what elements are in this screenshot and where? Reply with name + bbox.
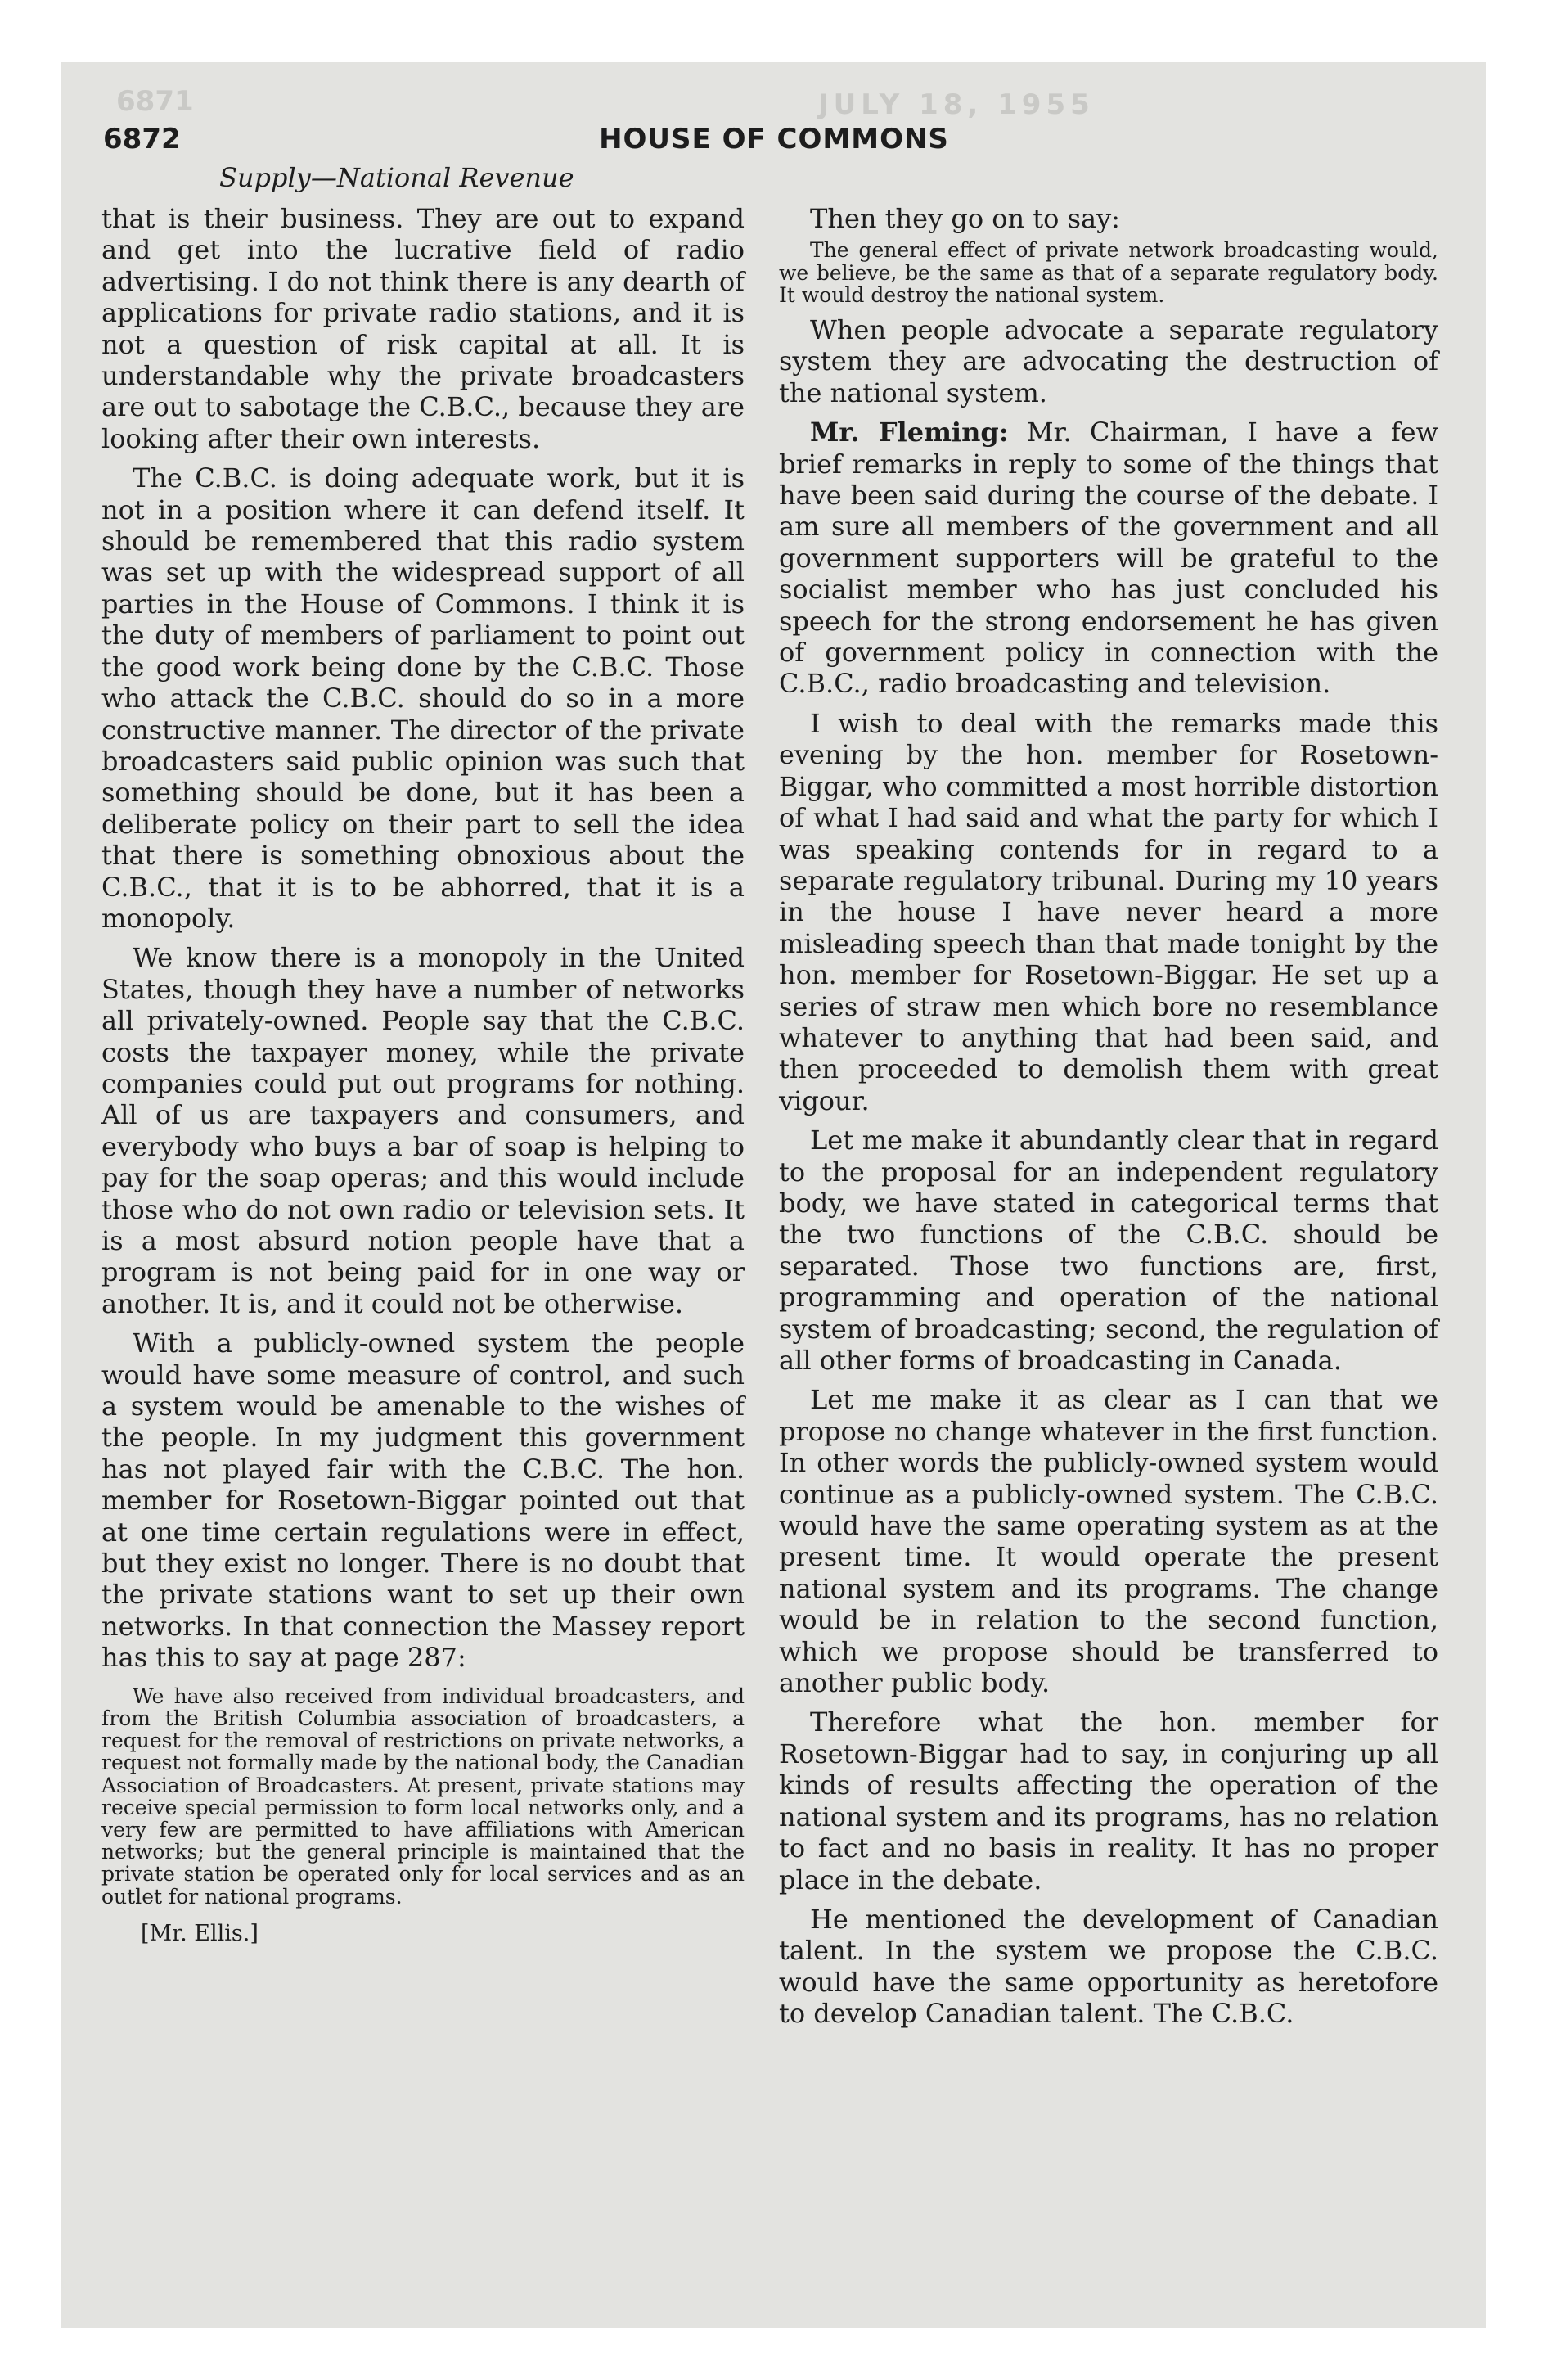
- bleed-through-page-number: 6871: [116, 85, 194, 118]
- paragraph: We know there is a monopoly in the United States, though they have a number of networks all privately-owned. People say that the C.B.C. costs the taxpayer money, while the private companies could put out programs for nothing. All of us are taxpayers and consumers, and everybody who buys a bar of soap is helping to pay for the soap operas; and this would include those who do not own radio or television sets. It is a most absurd notion people have that a program is not being paid for in one way or another. It is, and it could not be otherwise.: [101, 942, 745, 1319]
- bleed-through-date: JULY 18, 1955: [818, 88, 1095, 121]
- paragraph: With a publicly-owned system the people would have some measure of control, and such a system would be amenable to the wishes of the people. In my judgment this government has not played fair with the C.B.C. The hon. member for Rosetown-Biggar pointed out that at one time certain regulations were in effect, but they exist no longer. There is no doubt that the private stations want to set up their own networks. In that connection the Massey report has this to say at page 287:: [101, 1327, 745, 1674]
- paragraph: Then they go on to say:: [810, 203, 1120, 234]
- paragraph: When people advocate a separate regulatory system they are advocating the destruction of the national system.: [779, 314, 1438, 408]
- paragraph: that is their business. They are out to expand and get into the lucrative field of radio advertising. I do not think there is any dearth of applications for private radio stations, and it is not a question of risk capital at all. It is understandable why the private broadcasters are out to sabotage the C.B.C., because they are looking after their own interests.: [101, 203, 745, 454]
- right-column: [779, 203, 1438, 2030]
- paragraph: Let me make it as clear as I can that we propose no change whatever in the first function. In other words the publicly-owned system would continue as a publicly-owned system. The C.B.C. would have the same operating system as at the present time. It would operate the present national system and its programs. The change would be in relation to the second function, which we propose should be transferred to another public body.: [779, 1384, 1438, 1699]
- block-quote: The general effect of private network broadcasting would, we believe, be the same as that of a separate regulatory body. It would destroy the national system.: [779, 238, 1438, 307]
- paragraph: The C.B.C. is doing adequate work, but it is not in a position where it can defend itself. It should be remembered that this radio system was set up with the widespread support of all parties in the House of Commons. I think it is the duty of members of parliament to point out the good work being done by the C.B.C. Those who attack the C.B.C. should do so in a more constructive manner. The director of the private broadcasters said public opinion was such that something should be done, but it has been a deliberate policy on their part to sell the idea that there is something obnoxious about the C.B.C., that it is to be abhorred, that it is a monopoly.: [101, 462, 745, 934]
- speaker-name: Mr. Fleming:: [810, 417, 1009, 449]
- block-quote: We have also received from individual broadcasters, and from the British Columbia association of broadcasters, a request for the removal of restrictions on private networks, a request not formally made by the national body, the Canadian Association of Broadcasters. At present, private stations may receive special permission to form local networks only, and a very few are permitted to have affiliations with American networks; but the general principle is maintained that the private station be operated only for local services and as an outlet for national programs.: [101, 1684, 745, 1909]
- page-number: 6872: [103, 123, 181, 156]
- paragraph: Let me make it abundantly clear that in regard to the proposal for an independent regulatory body, we have stated in categorical terms that the two functions of the C.B.C. should be separated. Those two functions are, first, programming and operation of the national system of broadcasting; second, the regulation of all other forms of broadcasting in Canada.: [779, 1125, 1438, 1377]
- paragraph: He mentioned the development of Canadian talent. In the system we propose the C.B.C. would have the same opportunity as heretofore to develop Canadian talent. The C.B.C.: [779, 1903, 1438, 2030]
- paragraph: I wish to deal with the remarks made this evening by the hon. member for Rosetown-Biggar, who committed a most horrible distortion of what I had said and what the party for which I was speaking contends for in regard to a separate regulatory tribunal. During my 10 years in the house I have never heard a more misleading speech than that made tonight by the hon. member for Rosetown-Biggar. He set up a series of straw men which bore no resemblance whatever to anything that had been said, and then proceeded to demolish them with great vigour.: [779, 707, 1438, 1116]
- speech-paragraph: [779, 417, 1438, 700]
- left-column: [101, 203, 745, 1947]
- section-subtitle: Supply—National Revenue: [219, 162, 574, 193]
- speaker-attribution: [Mr. Ellis.]: [141, 1920, 259, 1946]
- page-title: HOUSE OF COMMONS: [599, 123, 949, 156]
- paragraph: Therefore what the hon. member for Rosetown-Biggar had to say, in conjuring up all kinds of results affecting the operation of the national system and its programs, has no relation to fact and no basis in reality. It has no proper place in the debate.: [779, 1706, 1438, 1895]
- speech-text: Mr. Chairman, I have a few brief remarks in reply to some of the things that have been said during the course of the debate. I am sure all members of the government and all government supporters will be grateful to the socialist member who has just concluded his speech for the strong endorsement he has given of government policy in connection with the C.B.C., radio broadcasting and television.: [779, 417, 1438, 700]
